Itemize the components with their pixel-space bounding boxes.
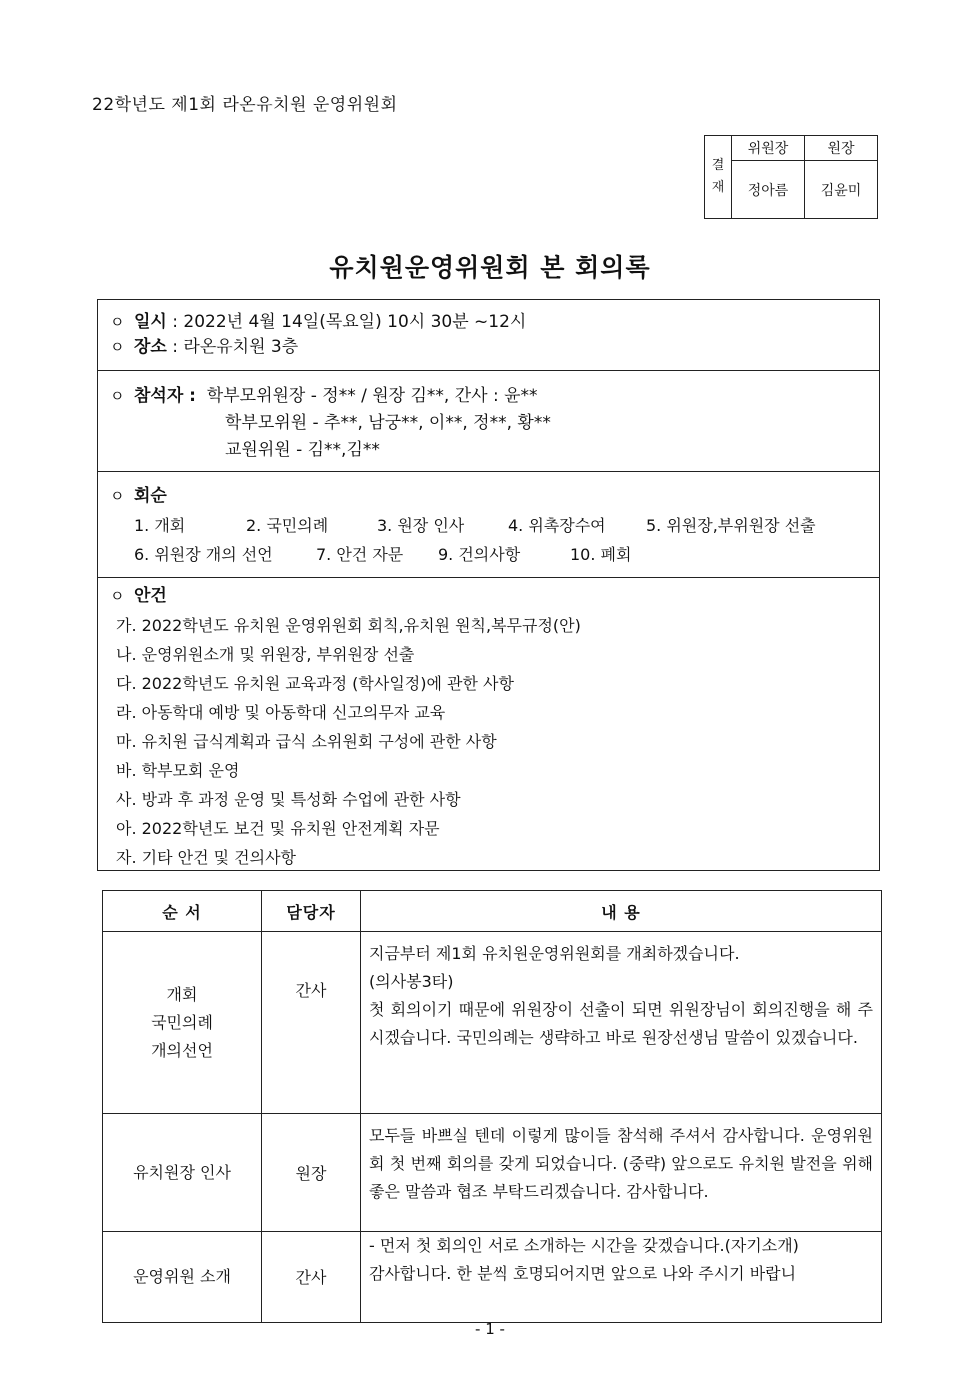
approval-role: 위원장 [732,136,805,161]
bullet-icon: ㅇ [110,338,125,356]
order-heading: ㅇ 회순 [110,482,879,511]
agenda-item: 다. 2022학년도 유치원 교육과정 (학사일정)에 관한 사항 [116,674,514,693]
meeting-info-box [97,299,880,871]
approval-role: 원장 [805,136,878,161]
order-cell: 운영위원 소개 [103,1232,262,1323]
order-cell: 개회 국민의례 개의선언 [103,932,262,1114]
agenda-section [98,578,879,870]
order-item: 9. 건의사항 [438,545,521,564]
schedule-table [102,890,882,1323]
datetime-line: ㅇ 일시 : 2022년 4월 14일(목요일) 10시 30분 ~12시 [110,310,879,335]
order-item: 3. 원장 인사 [377,516,465,535]
column-header: 내 용 [361,891,882,932]
table-row [103,1114,882,1232]
content-cell: 지금부터 제1회 유치원운영위원회를 개최하겠습니다. (의사봉3타) 첫 회의이기 때문에 위원장이 선출이 되면 위원장님이 회의진행을 해 주시겠습니다. 국민의례는 생략하고 바로 원장선생님 말씀이 있겠습니다. [361,932,882,1114]
document-title: 유치원운영위원회 본 회의록 [329,253,651,282]
content-cell: 모두들 바쁘실 텐데 이렇게 많이들 참석해 주셔서 감사합니다. 운영위원회 첫 번째 회의를 갖게 되었습니다. (중략) 앞으로도 유치원 발전을 위해 좋은 말씀과 협조 부탁드리겠습니다. 감사합니다. [361,1114,882,1232]
table-row [103,932,882,1114]
page-number: - 1 - [475,1320,505,1338]
order-item: 6. 위원장 개의 선언 [134,545,273,564]
attendees-section [98,371,879,472]
agenda-item: 사. 방과 후 과정 운영 및 특성화 수업에 관한 사항 [116,790,461,809]
bullet-icon: ㅇ [110,387,125,405]
bullet-icon: ㅇ [110,313,125,331]
document-header: 22학년도 제1회 라온유치원 운영위원회 [92,95,398,115]
column-header: 담당자 [262,891,361,932]
approval-box [704,135,878,219]
order-item: 5. 위원장,부위원장 선출 [646,516,816,535]
bullet-icon: ㅇ [110,587,125,605]
approval-signature: 김윤미 [805,161,878,219]
approval-signature: 정아름 [732,161,805,219]
order-item: 2. 국민의례 [246,516,329,535]
order-line [110,540,879,569]
datetime-place-section [98,300,879,371]
person-cell: 간사 [262,932,361,1114]
order-cell: 유치원장 인사 [103,1114,262,1232]
table-header-row [103,891,882,932]
bullet-icon: ㅇ [110,487,125,505]
person-cell: 원장 [262,1114,361,1232]
attendees-line: ㅇ 참석자 : 학부모위원장 - 정** / 원장 김**, 간사 : 윤** [110,383,879,410]
agenda-item: 마. 유치원 급식계획과 급식 소위원회 구성에 관한 사항 [116,732,497,751]
content-cell: - 먼저 첫 회의인 서로 소개하는 시간을 갖겠습니다.(자기소개) 감사합니다. 한 분씩 호명되어지면 앞으로 나와 주시기 바랍니 [361,1232,882,1323]
order-item: 1. 개회 [134,516,186,535]
place-line: ㅇ 장소 : 라온유치원 3층 [110,335,879,360]
person-cell: 간사 [262,1232,361,1323]
agenda-item: 아. 2022학년도 보건 및 유치원 안전계획 자문 [116,819,440,838]
order-section [98,472,879,578]
table-row [103,1232,882,1323]
order-item: 4. 위촉장수여 [508,516,606,535]
attendees-line: 교원위원 - 김**,김** [225,440,380,460]
approval-side-label: 결 재 [705,136,732,219]
agenda-item: 나. 운영위원소개 및 위원장, 부위원장 선출 [116,645,415,664]
order-item: 7. 안건 자문 [316,545,404,564]
order-item: 10. 폐회 [570,545,632,564]
column-header: 순 서 [103,891,262,932]
agenda-item: 가. 2022학년도 유치원 운영위원회 회칙,유치원 원칙,복무규정(안) [116,616,581,635]
attendees-line: 학부모위원 - 추**, 남궁**, 이**, 정**, 황** [225,413,551,433]
agenda-item: 바. 학부모회 운영 [116,761,240,780]
order-line [110,511,879,540]
agenda-item: 자. 기타 안건 및 건의사항 [116,848,296,867]
agenda-item: 라. 아동학대 예방 및 아동학대 신고의무자 교육 [116,703,446,722]
agenda-heading: ㅇ 안건 [110,582,879,611]
